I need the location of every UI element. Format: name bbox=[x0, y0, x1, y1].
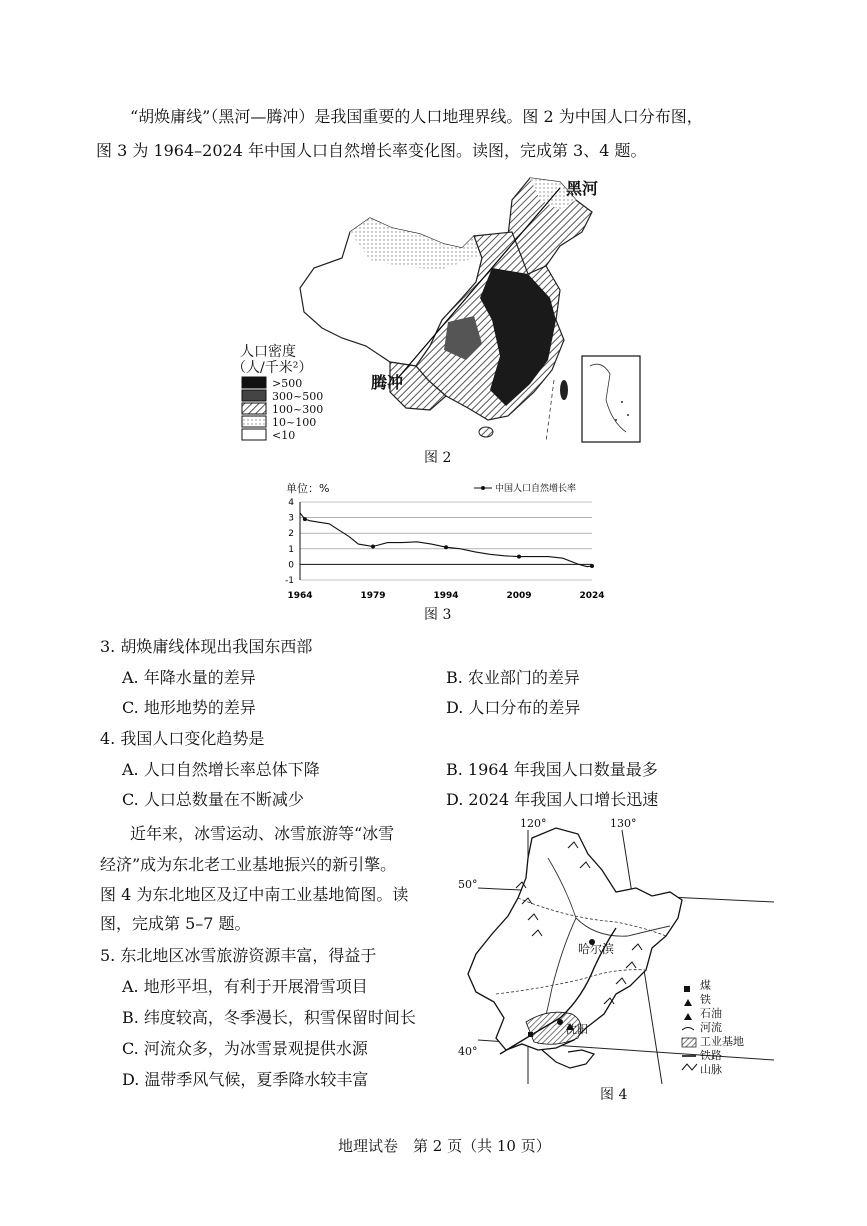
data-point bbox=[371, 544, 375, 548]
label-shenyang: 沈阳 bbox=[566, 1023, 588, 1036]
map2-legend-title: 人口密度 bbox=[240, 344, 296, 360]
q4-option-b[interactable]: B. 1964 年我国人口数量最多 bbox=[446, 760, 658, 779]
q5-option-d[interactable]: D. 温带季风气候，夏季降水较丰富 bbox=[122, 1070, 369, 1089]
map4-lon-130: 130° bbox=[610, 817, 637, 830]
taiwan-island bbox=[560, 380, 568, 400]
figure2-caption: 图 2 bbox=[424, 450, 452, 466]
data-point bbox=[590, 564, 594, 568]
data-point bbox=[517, 555, 521, 559]
map2-legend-unit: （人/千米²） bbox=[232, 360, 313, 376]
map4-legend-symbols bbox=[682, 986, 697, 1070]
figure4-caption: 图 4 bbox=[600, 1087, 628, 1103]
legend-coal: 煤 bbox=[700, 979, 711, 992]
q3-option-a[interactable]: A. 年降水量的差异 bbox=[122, 668, 256, 687]
intro2-line-3: 图 4 为东北地区及辽中南工业基地简图。读 bbox=[100, 885, 409, 904]
map2-legend-labels bbox=[272, 377, 323, 442]
y-tick-label: 4 bbox=[288, 498, 294, 508]
q4-option-c[interactable]: C. 人口总数量在不断减少 bbox=[122, 790, 304, 809]
legend-label-500plus: >500 bbox=[272, 377, 303, 390]
y-tick-label: 3 bbox=[288, 513, 294, 524]
legend-label: 中国人口自然增长率 bbox=[495, 484, 577, 494]
map2-legend-swatches bbox=[242, 377, 266, 440]
legend-label-lt10: <10 bbox=[272, 429, 296, 442]
intro-line-1: “胡焕庸线”（黑河—腾冲）是我国重要的人口地理界线。图 2 为中国人口分布图， bbox=[130, 107, 703, 126]
map4-lat-50: 50° bbox=[458, 878, 478, 891]
y-tick-label: 2 bbox=[288, 529, 294, 540]
q4-stem: 4. 我国人口变化趋势是 bbox=[100, 729, 265, 748]
q3-option-d[interactable]: D. 人口分布的差异 bbox=[446, 698, 581, 717]
legend-industrial-base: 工业基地 bbox=[700, 1035, 744, 1048]
legend-label-100-300: 100~300 bbox=[272, 403, 324, 416]
data-point bbox=[444, 545, 448, 549]
chart3-unit: 单位：% bbox=[286, 482, 330, 495]
q5-option-a[interactable]: A. 地形平坦，有利于开展滑雪项目 bbox=[122, 977, 368, 996]
x-tick-label: 2009 bbox=[506, 591, 532, 601]
map4-legend-labels bbox=[700, 979, 744, 1077]
page-footer: 地理试卷 第 2 页（共 10 页） bbox=[338, 1137, 551, 1155]
x-tick-label: 1979 bbox=[360, 591, 386, 601]
y-tick-label: 0 bbox=[288, 560, 294, 571]
x-tick-label: 1994 bbox=[433, 591, 459, 601]
q3-option-b[interactable]: B. 农业部门的差异 bbox=[446, 668, 580, 687]
label-heihe: 黑河 bbox=[566, 179, 599, 198]
series-line bbox=[300, 513, 592, 567]
map4-lat-40: 40° bbox=[458, 1045, 478, 1058]
label-tengchong: 腾冲 bbox=[371, 373, 404, 392]
q4-option-a[interactable]: A. 人口自然增长率总体下降 bbox=[122, 760, 320, 779]
y-tick-label: 1 bbox=[288, 544, 294, 555]
q5-option-c[interactable]: C. 河流众多，为冰雪景观提供水源 bbox=[122, 1039, 368, 1058]
intro2-line-4: 图，完成第 5–7 题。 bbox=[100, 914, 251, 933]
legend-label-10-100: 10~100 bbox=[272, 416, 317, 429]
legend-mountain: 山脉 bbox=[700, 1063, 722, 1076]
q3-stem: 3. 胡焕庸线体现出我国东西部 bbox=[100, 637, 313, 656]
label-haerbin: 哈尔滨 bbox=[578, 942, 615, 956]
x-tick-label: 1964 bbox=[287, 591, 313, 601]
coal-symbol bbox=[528, 1032, 533, 1037]
q4-option-d[interactable]: D. 2024 年我国人口增长迅速 bbox=[446, 790, 659, 809]
legend-railway: 铁路 bbox=[700, 1049, 722, 1062]
q3-option-c[interactable]: C. 地形地势的差异 bbox=[122, 698, 256, 717]
x-tick-label: 2024 bbox=[579, 591, 605, 601]
legend-iron: 铁 bbox=[700, 993, 711, 1006]
y-tick-label: -1 bbox=[285, 576, 294, 586]
shenyang-marker bbox=[557, 1019, 563, 1025]
legend-label-300-500: 300~500 bbox=[272, 390, 324, 403]
legend-marker bbox=[481, 486, 485, 490]
intro2-line-1: 近年来，冰雪运动、冰雪旅游等“冰雪 bbox=[130, 824, 395, 843]
liaodong-peninsula bbox=[542, 1050, 594, 1068]
hainan-island bbox=[479, 427, 493, 437]
figure3-caption: 图 3 bbox=[424, 607, 452, 623]
q5-stem: 5. 东北地区冰雪旅游资源丰富，得益于 bbox=[100, 946, 377, 965]
south-china-sea-inset bbox=[582, 356, 640, 442]
data-point bbox=[303, 517, 307, 521]
legend-river: 河流 bbox=[700, 1021, 722, 1034]
intro-line-2: 图 3 为 1964–2024 年中国人口自然增长率变化图。读图，完成第 3、4 题。 bbox=[96, 141, 647, 160]
map4-lon-120: 120° bbox=[520, 817, 547, 830]
intro2-line-2: 经济”成为东北老工业基地振兴的新引擎。 bbox=[100, 855, 397, 874]
q5-option-b[interactable]: B. 纬度较高，冬季漫长，积雪保留时间长 bbox=[122, 1008, 416, 1027]
legend-oil: 石油 bbox=[700, 1007, 722, 1020]
